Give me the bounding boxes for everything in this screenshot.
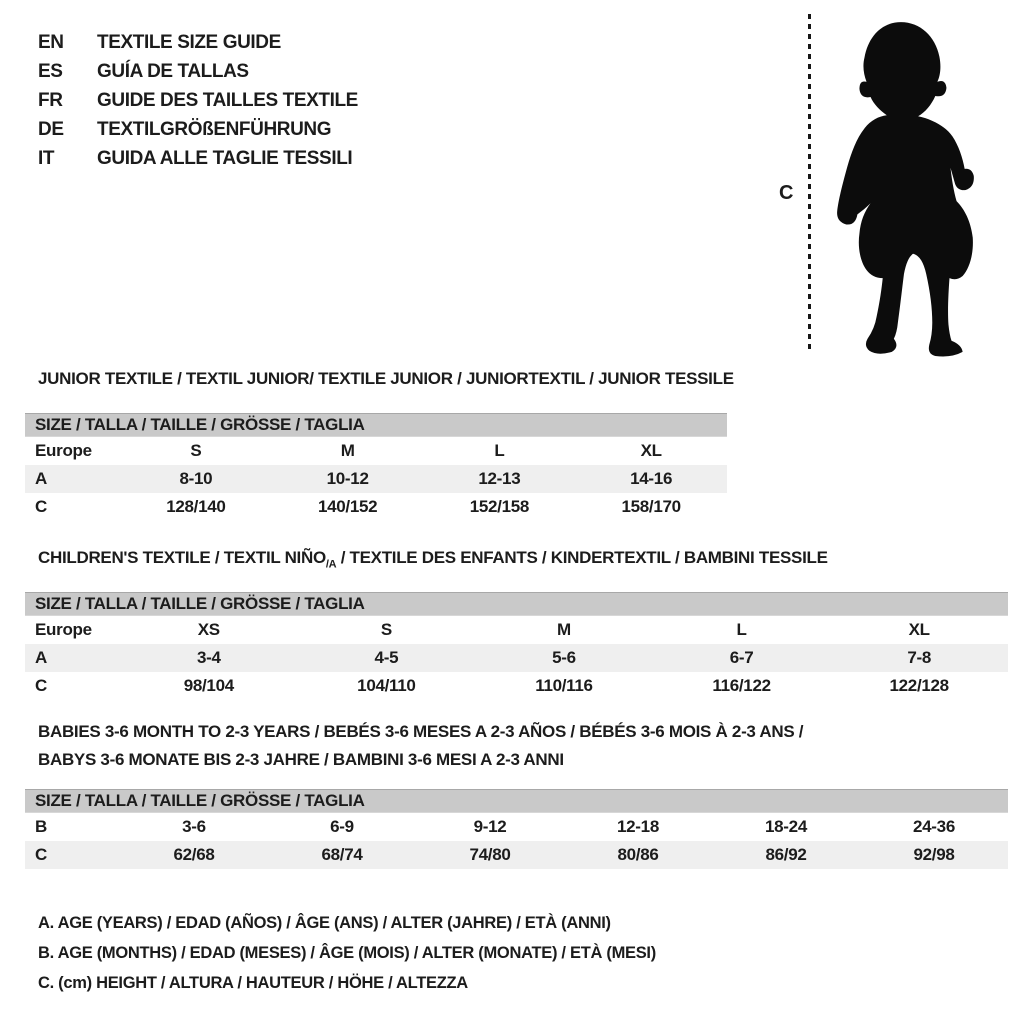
junior-section-title: JUNIOR TEXTILE / TEXTIL JUNIOR/ TEXTILE JUNIOR / JUNIORTEXTIL / JUNIOR TESSILE: [38, 369, 734, 388]
table-cell: 116/122: [712, 676, 771, 695]
lang-row-fr: [38, 86, 358, 115]
table-row-age: [25, 644, 1008, 672]
table-cell: L: [736, 620, 747, 639]
babies-section-title-line1: BABIES 3-6 MONTH TO 2-3 YEARS / BEBÉS 3-6 MESES A 2-3 AÑOS / BÉBÉS 3-6 MOIS À 2-3 ANS /: [38, 722, 804, 741]
table-cell: 5-6: [552, 648, 576, 667]
table-cell: 92/98: [913, 845, 955, 864]
lang-code: EN: [38, 31, 64, 53]
row-label: C: [35, 676, 47, 695]
row-label: Europe: [35, 441, 92, 460]
table-cell: 122/128: [889, 676, 949, 695]
row-label: A: [35, 648, 47, 667]
table-cell: 140/152: [317, 497, 378, 516]
table-cell: 74/80: [469, 845, 511, 864]
legend-line-age-months: B. AGE (MONTHS) / EDAD (MESES) / ÂGE (MOIS) / ALTER (MONATE) / ETÀ (MESI): [38, 943, 656, 962]
height-measure-dotted-line: [808, 14, 811, 354]
table-cell: 62/68: [173, 845, 215, 864]
table-cell: XS: [197, 620, 220, 639]
table-cell: 24-36: [913, 817, 955, 836]
children-title-prefix: CHILDREN'S TEXTILE / TEXTIL NIÑO: [38, 548, 326, 567]
row-label: B: [35, 817, 47, 836]
table-cell: 128/140: [166, 497, 226, 516]
lang-code: ES: [38, 60, 63, 82]
table-row-europe: [25, 437, 727, 465]
table-cell: 14-16: [630, 469, 673, 488]
table-cell: 86/92: [765, 845, 807, 864]
table-cell: 6-7: [729, 648, 754, 667]
lang-row-it: [38, 144, 358, 173]
table-cell: S: [380, 620, 392, 639]
table-header: SIZE / TALLA / TAILLE / GRÖSSE / TAGLIA: [25, 413, 727, 437]
table-cell: M: [557, 620, 571, 639]
height-measure-label: C: [779, 182, 794, 204]
table-cell: 110/116: [535, 676, 593, 695]
table-cell: 98/104: [183, 676, 234, 695]
table-row-months: [25, 813, 1008, 841]
lang-code: DE: [38, 118, 64, 140]
row-label: A: [35, 469, 47, 488]
table-header: SIZE / TALLA / TAILLE / GRÖSSE / TAGLIA: [25, 789, 1008, 813]
table-cell: 68/74: [321, 845, 363, 864]
children-section-title: [38, 548, 828, 570]
table-row-europe: [25, 616, 1008, 644]
row-label: C: [35, 845, 47, 864]
lang-label: GUIDA ALLE TAGLIE TESSILI: [97, 147, 353, 169]
table-cell: 12-13: [478, 469, 521, 488]
table-cell: 158/170: [621, 497, 681, 516]
lang-label: GUÍA DE TALLAS: [97, 60, 249, 82]
lang-label: TEXTILE SIZE GUIDE: [97, 31, 281, 53]
table-cell: 12-18: [617, 817, 659, 836]
legend-line-height-cm: C. (cm) HEIGHT / ALTURA / HAUTEUR / HÖHE / ALTEZZA: [38, 973, 468, 992]
table-cell: XL: [908, 620, 930, 639]
lang-label: GUIDE DES TAILLES TEXTILE: [97, 89, 358, 111]
table-row-height: [25, 841, 1008, 869]
table-row-height: [25, 672, 1008, 700]
table-cell: 80/86: [617, 845, 659, 864]
lang-row-en: [38, 28, 358, 57]
lang-code: FR: [38, 89, 63, 111]
table-cell: 8-10: [179, 469, 213, 488]
children-size-table: [25, 592, 1008, 700]
children-title-suffix: / TEXTILE DES ENFANTS / KINDERTEXTIL / BAMBINI TESSILE: [336, 548, 828, 567]
legend-line-age-years: A. AGE (YEARS) / EDAD (AÑOS) / ÂGE (ANS) / ALTER (JAHRE) / ETÀ (ANNI): [38, 913, 611, 932]
toddler-silhouette-icon: [822, 12, 994, 358]
table-cell: 3-4: [196, 648, 221, 667]
table-cell: 9-12: [473, 817, 507, 836]
children-title-sub: /A: [325, 558, 337, 571]
lang-label: TEXTILGRÖßENFÜHRUNG: [97, 118, 332, 140]
babies-section-title-line2: BABYS 3-6 MONATE BIS 2-3 JAHRE / BAMBINI 3-6 MESI A 2-3 ANNI: [38, 750, 564, 769]
legend: [38, 908, 656, 998]
table-cell: 3-6: [182, 817, 206, 836]
table-cell: 18-24: [765, 817, 807, 836]
lang-code: IT: [38, 147, 55, 169]
lang-row-es: [38, 57, 358, 86]
table-cell: S: [190, 441, 202, 460]
row-label: Europe: [35, 620, 92, 639]
junior-size-table: [25, 413, 727, 521]
table-cell: 10-12: [326, 469, 369, 488]
table-cell: M: [340, 441, 355, 460]
table-cell: L: [494, 441, 505, 460]
table-row-age: [25, 465, 727, 493]
table-header: SIZE / TALLA / TAILLE / GRÖSSE / TAGLIA: [25, 592, 1008, 616]
lang-row-de: [38, 115, 358, 144]
table-cell: 6-9: [330, 817, 354, 836]
babies-size-table: [25, 789, 1008, 869]
row-label: C: [35, 497, 47, 516]
table-cell: 152/158: [469, 497, 530, 516]
table-cell: 4-5: [374, 648, 399, 667]
language-list: [38, 28, 358, 173]
table-cell: 104/110: [357, 676, 416, 695]
table-cell: XL: [640, 441, 662, 460]
table-row-height: [25, 493, 727, 521]
table-cell: 7-8: [907, 648, 931, 667]
